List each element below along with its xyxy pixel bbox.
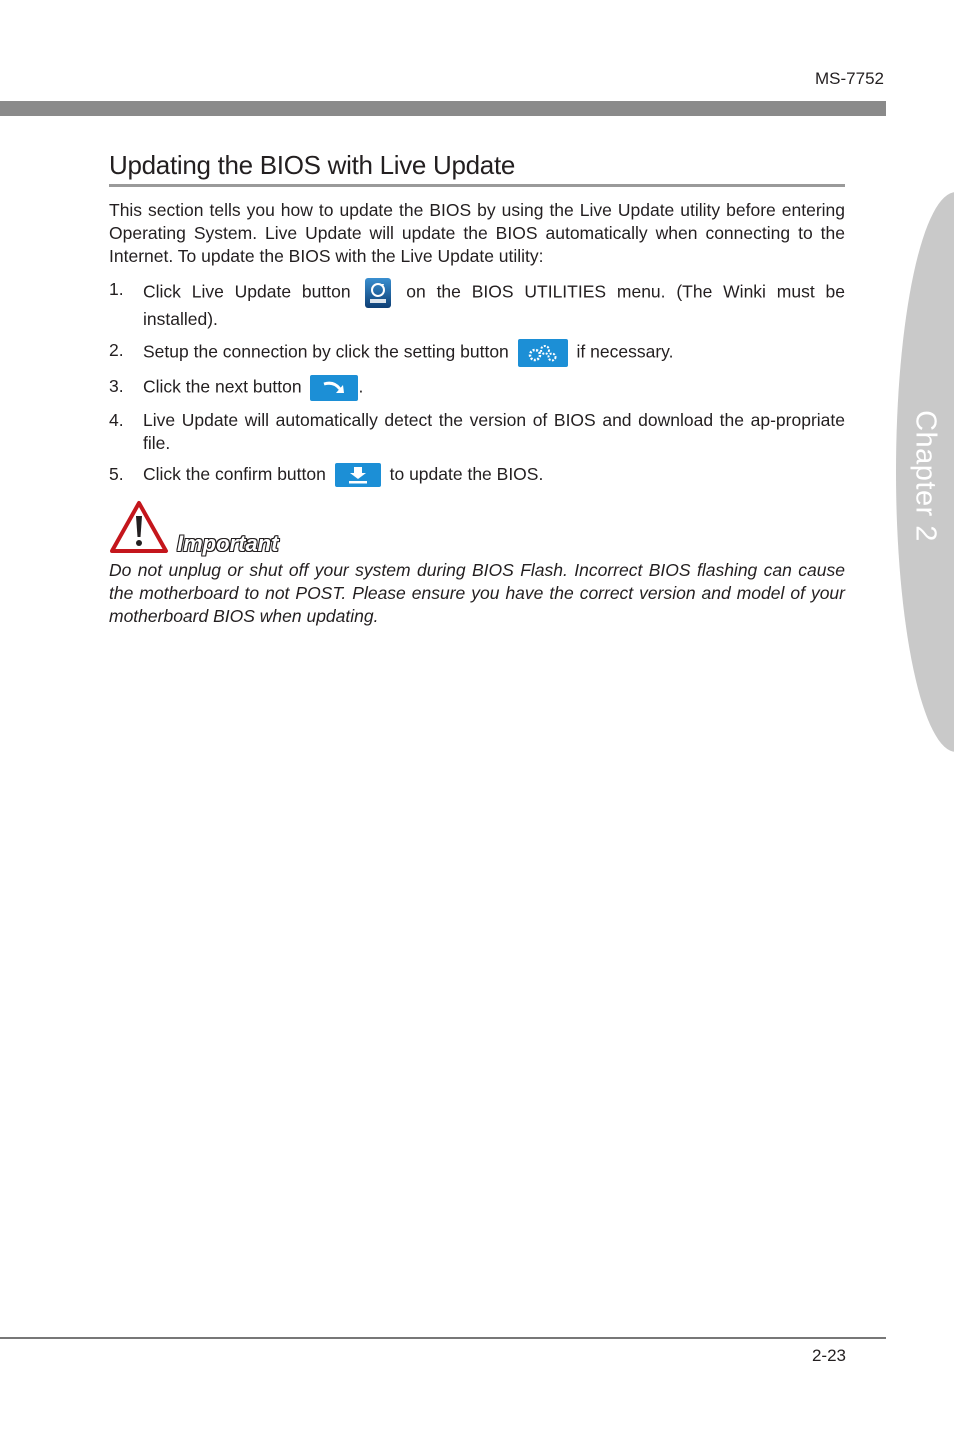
- step-text-before: Click Live Update button: [143, 281, 351, 302]
- content: [109, 150, 845, 628]
- warning-triangle-icon: [109, 500, 169, 559]
- step-item: [109, 463, 845, 487]
- step-text-before: Click the confirm button: [143, 464, 326, 484]
- step-text: [143, 339, 845, 367]
- step-number: 2.: [109, 340, 124, 360]
- settings-gears-icon: [518, 339, 568, 367]
- step-item: [109, 375, 845, 401]
- step-text: [143, 463, 845, 487]
- step-text-after: .: [358, 376, 364, 397]
- top-bar: [0, 101, 886, 116]
- bottom-line: [0, 1337, 886, 1339]
- step-text-before: Click the next button: [143, 376, 302, 397]
- next-arrow-icon: [310, 375, 358, 401]
- step-text-after: to update the BIOS.: [389, 464, 544, 484]
- model-number: MS-7752: [815, 69, 884, 88]
- chapter-label: Chapter 2: [909, 410, 942, 542]
- step-number: 1.: [109, 279, 124, 299]
- page-number: 2-23: [811, 1346, 846, 1365]
- live-update-icon: [365, 278, 391, 308]
- intro-paragraph: This section tells you how to update the BIOS by using the Live Update utility before entering Operating System. Live Update will update the BIOS automatically when connecting to the Internet. To update the BIOS with the Live Update utility:: [109, 200, 845, 266]
- step-text: Live Update will automatically detect the version of BIOS and download the ap-propriate file.: [143, 410, 845, 453]
- download-confirm-icon: [335, 463, 381, 487]
- step-number: 5.: [109, 464, 124, 484]
- step-item: [109, 278, 845, 331]
- step-text: [143, 375, 845, 401]
- important-heading: [109, 505, 845, 559]
- step-number: 4.: [109, 410, 124, 430]
- steps-list: [109, 278, 845, 487]
- step-item: [109, 409, 845, 455]
- important-text: Do not unplug or shut off your system during BIOS Flash. Incorrect BIOS flashing can cause the motherboard to not POST. Please ensure you have the correct version and model of your motherboard BIOS when updating.: [109, 560, 845, 627]
- step-text-after: if necessary.: [576, 341, 674, 362]
- important-label: Important: [177, 531, 279, 557]
- step-text-before: Setup the connection by click the setting button: [143, 341, 509, 362]
- step-item: [109, 339, 845, 367]
- section-title: Updating the BIOS with Live Update: [109, 150, 845, 187]
- step-text-after: on the BIOS UTILITIES menu. (The Winki must be installed).: [143, 281, 845, 329]
- step-text: [143, 278, 845, 331]
- step-number: 3.: [109, 376, 124, 396]
